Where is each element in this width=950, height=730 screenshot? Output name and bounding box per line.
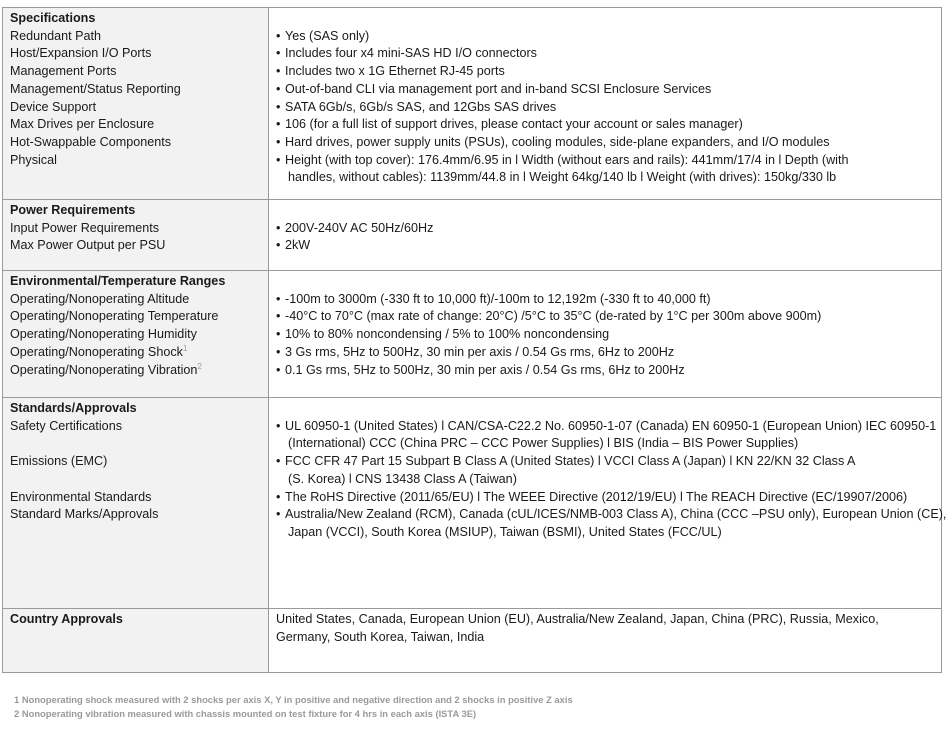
spec-label: Management/Status Reporting: [10, 81, 181, 96]
spec-label: Operating/Nonoperating Vibration$^2$: [10, 361, 202, 377]
footnote: 2 Nonoperating vibration measured with chassis mounted on test fixture for 4 hrs in each axis (ISTA 3E): [14, 708, 477, 719]
spec-value: • Height (with top cover): 176.4mm/6.95 in l Width (without ears and rails): 441mm/17/4 in l Depth (with handles, without cables): 1139mm/44.8 in l Weight 64kg/140 lb l Weight (with drives): 150kg/330 lb: [276, 152, 935, 187]
spec-values-cell: [269, 8, 942, 200]
section-row-environmental: [3, 271, 942, 398]
spec-values-cell: [269, 200, 942, 271]
spec-value: • Yes (SAS only): [276, 28, 935, 46]
spec-value: • 106 (for a full list of support drives, please contact your account or sales manager): [276, 116, 935, 134]
spec-label: Operating/Nonoperating Shock$^1$: [10, 343, 188, 359]
spec-labels-cell: [3, 398, 269, 609]
spec-table: [2, 7, 947, 673]
spec-values-cell: [269, 271, 942, 398]
spec-value: • 2kW: [276, 237, 935, 255]
spec-value: • -100m to 3000m (-330 ft to 10,000 ft)/-100m to 12,192m (-330 ft to 40,000 ft): [276, 291, 935, 309]
spec-values-cell: [269, 398, 947, 609]
spec-label: Max Power Output per PSU: [10, 238, 166, 253]
spec-value: • Includes four x4 mini-SAS HD I/O connectors: [276, 45, 935, 63]
section-heading: Country Approvals: [10, 612, 123, 626]
spec-label: Operating/Nonoperating Temperature: [10, 309, 219, 324]
section-row-specifications: [3, 8, 942, 200]
footnotes: [14, 693, 573, 721]
spec-label: Max Drives per Enclosure: [10, 117, 155, 132]
section-heading: Specifications: [10, 11, 96, 25]
spec-value: • Australia/New Zealand (RCM), Canada (cUL/ICES/NMB-003 Class A), China (CCC –PSU only), European Union (CE), Japan (VCCI), South Korea (MSIUP), Taiwan (BSMI), United States (FCC/UL): [276, 506, 935, 541]
spec-label: Environmental Standards: [10, 489, 152, 504]
spec-value: • Out-of-band CLI via management port and in-band SCSI Enclosure Services: [276, 81, 935, 99]
spec-label: Device Support: [10, 99, 97, 114]
spec-label: Safety Certifications: [10, 418, 122, 433]
section-row-power: [3, 200, 942, 271]
spec-value: • The RoHS Directive (2011/65/EU) l The WEEE Directive (2012/19/EU) l The REACH Directive (EC/19907/2006): [276, 489, 935, 507]
spec-label: Host/Expansion I/O Ports: [10, 46, 152, 61]
spec-label: Redundant Path: [10, 28, 102, 43]
spec-value: • UL 60950-1 (United States) l CAN/CSA-C22.2 No. 60950-1-07 (Canada) EN 60950-1 (European Union) IEC 60950-1 (International) CCC (China PRC – CCC Power Supplies) l BIS (India – BIS Power Supplies): [276, 418, 935, 453]
section-heading: Power Requirements: [10, 203, 136, 217]
spec-label: Operating/Nonoperating Humidity: [10, 327, 197, 342]
spec-label: Physical: [10, 152, 57, 167]
footnote-ref: 1: [182, 343, 188, 353]
footnote-ref: 2: [197, 361, 202, 371]
spec-value: • -40°C to 70°C (max rate of change: 20°C) /5°C to 35°C (de-rated by 1°C per 300m above 900m): [276, 308, 935, 326]
spec-value: • Includes two x 1G Ethernet RJ-45 ports: [276, 63, 935, 81]
section-heading: Environmental/Temperature Ranges: [10, 274, 226, 288]
spec-values-cell: [269, 609, 942, 673]
section-row-country-approvals: [3, 609, 942, 673]
spec-value: • 0.1 Gs rms, 5Hz to 500Hz, 30 min per axis / 0.54 Gs rms, 6Hz to 200Hz: [276, 362, 935, 380]
section-heading: Standards/Approvals: [10, 401, 137, 415]
section-row-standards: [3, 398, 942, 609]
country-approvals-text: United States, Canada, European Union (EU), Australia/New Zealand, Japan, China (PRC), Russia, Mexico, Germany, South Korea, Taiwan, India: [276, 612, 879, 644]
spec-value: • FCC CFR 47 Part 15 Subpart B Class A (United States) l VCCI Class A (Japan) l KN 22/KN 32 Class A (S. Korea) l CNS 13438 Class A (Taiwan): [276, 453, 935, 488]
spec-value: • Hard drives, power supply units (PSUs), cooling modules, side-plane expanders, and I/O modules: [276, 134, 935, 152]
spec-label: Emissions (EMC): [10, 454, 108, 469]
spec-value: • 200V-240V AC 50Hz/60Hz: [276, 220, 935, 238]
spec-labels-cell: [3, 200, 269, 271]
spec-labels-cell: [3, 8, 269, 200]
spec-label: Operating/Nonoperating Altitude: [10, 291, 190, 306]
spec-labels-cell: [3, 271, 269, 398]
spec-label: Management Ports: [10, 64, 117, 79]
spec-value: • 3 Gs rms, 5Hz to 500Hz, 30 min per axis / 0.54 Gs rms, 6Hz to 200Hz: [276, 344, 935, 362]
spec-labels-cell: [3, 609, 269, 673]
spec-value: • 10% to 80% noncondensing / 5% to 100% noncondensing: [276, 326, 935, 344]
spec-label: Standard Marks/Approvals: [10, 507, 159, 522]
spec-label: Hot-Swappable Components: [10, 134, 172, 149]
footnote: 1 Nonoperating shock measured with 2 shocks per axis X, Y in positive and negative direction and 2 shocks in positive Z axis: [14, 694, 573, 705]
spec-value: • SATA 6Gb/s, 6Gb/s SAS, and 12Gbs SAS drives: [276, 99, 935, 117]
spec-label: Input Power Requirements: [10, 220, 160, 235]
